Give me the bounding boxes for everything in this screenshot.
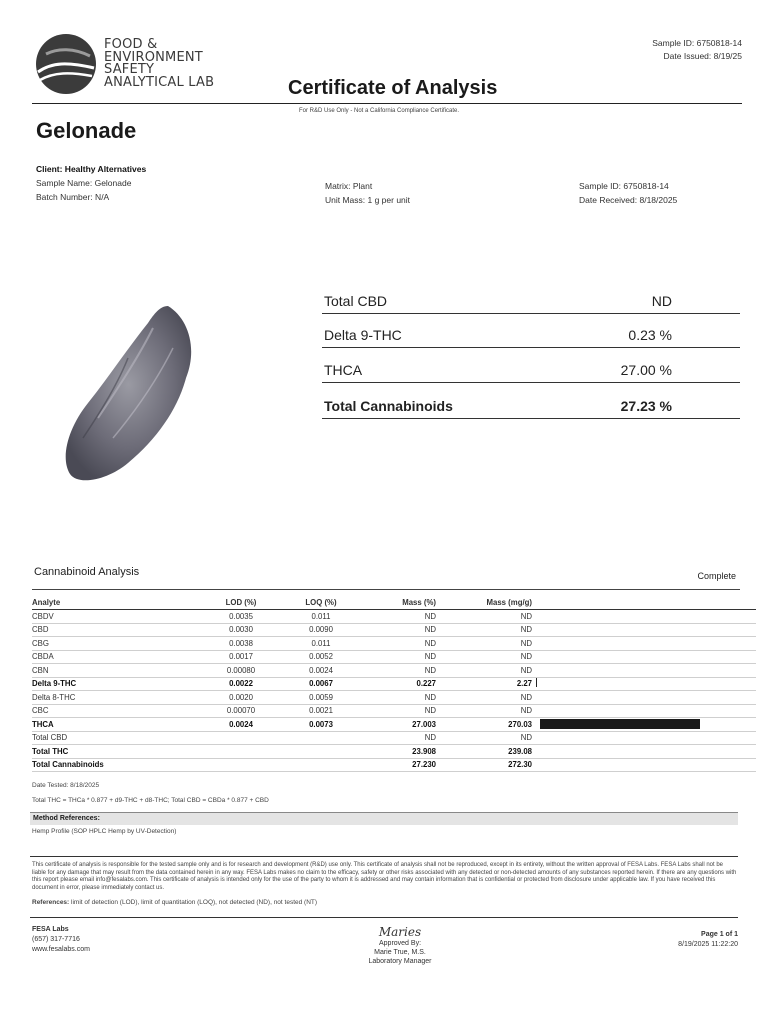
references-label: References: — [32, 899, 70, 906]
company-phone: (657) 317-7716 — [32, 936, 80, 943]
sample-info — [579, 179, 677, 207]
cannabis-flower-image — [58, 298, 204, 488]
table-row: CBDA 0.0017 0.0052 ND ND — [32, 650, 756, 664]
table-row: Delta 9-THC 0.0022 0.0067 0.227 2.27 — [32, 677, 756, 691]
client-info — [36, 162, 146, 204]
company-name: FESA Labs — [32, 926, 69, 933]
lab-logo-icon — [34, 32, 98, 96]
sample-id: Sample ID: 6750818-14 — [579, 181, 669, 191]
method-title: Method References: — [33, 815, 100, 822]
approver-title: Laboratory Manager — [368, 958, 432, 965]
approval-block — [350, 926, 450, 966]
footer-rule — [30, 917, 738, 918]
header-mass-mg: Mass (mg/g) — [444, 596, 540, 610]
approver-name: Marie True, M.S. — [374, 949, 426, 956]
compliance-disclaimer: For R&D Use Only - Not a California Compliance Certificate. — [299, 108, 460, 114]
table-row: Total THC 23.908 239.08 — [32, 745, 756, 759]
lab-name: FOOD & ENVIRONMENT SAFETY ANALYTICAL LAB — [104, 37, 215, 90]
legal-disclaimer: This certificate of analysis is responsible for the tested sample only and is for research and development (R&D) use only. This certificate of analysis shall not be reproduced, except in its entirety, without the written approval of FESA Labs. FESA Labs shall not be liable for any damage that may result from the data contained herein in any way. FESA Labs makes no claim to the efficacy, safety or other risks associated with any detected or non-detected amounts of any substances reported herein. If there are any questions with this report please email info@fesalabs.com. This certificate of analysis is intended only for the use of the party to whom it is addressed and may contain information that is confidential or protected from disclosure under applicable law. If you have received this document in error, please immediately contact us. — [32, 862, 737, 891]
table-row: Total CBD ND ND — [32, 731, 756, 745]
summary-row-thca: THCA 27.00 % — [322, 356, 740, 383]
client-name: Client: Healthy Alternatives — [36, 164, 147, 174]
analysis-title: Cannabinoid Analysis — [34, 566, 140, 578]
product-image — [58, 298, 204, 488]
matrix-info — [325, 179, 410, 207]
references — [32, 899, 317, 906]
cannabinoid-table — [32, 596, 756, 772]
table-row: CBN 0.00080 0.0024 ND ND — [32, 664, 756, 678]
summary-row-total-cbd: Total CBD ND — [322, 287, 740, 314]
company-website: www.fesalabs.com — [32, 946, 90, 953]
header-lod: LOD (%) — [206, 596, 276, 610]
print-timestamp: 8/19/2025 11:22:20 — [678, 941, 738, 948]
header-date-issued: Date Issued: 8/19/25 — [663, 51, 742, 61]
table-row: CBG 0.0038 0.011 ND ND — [32, 637, 756, 651]
page-number: Page 1 of 1 — [701, 931, 738, 938]
matrix: Matrix: Plant — [325, 181, 373, 191]
table-row: THCA 0.0024 0.0073 27.003 270.03 — [32, 718, 756, 732]
signature: Maries — [378, 925, 422, 939]
header-analyte: Analyte — [32, 596, 206, 610]
summary-row-total-cannabinoids: Total Cannabinoids 27.23 % — [322, 392, 740, 419]
method-text: Hemp Profile (SOP HPLC Hemp by UV-Detection) — [32, 828, 177, 835]
lab-logo — [34, 32, 98, 96]
header-sample-id: Sample ID: 6750818-14 — [652, 38, 742, 48]
table-row: CBD 0.0030 0.0090 ND ND — [32, 623, 756, 637]
sample-name: Sample Name: Gelonade — [36, 178, 132, 188]
unit-mass: Unit Mass: 1 g per unit — [325, 195, 411, 205]
batch-number: Batch Number: N/A — [36, 192, 110, 202]
company-info — [32, 925, 90, 955]
table-row: CBDV 0.0035 0.011 ND ND — [32, 610, 756, 624]
product-name: Gelonade — [36, 118, 137, 143]
page-info — [678, 930, 738, 950]
header-meta — [652, 37, 742, 63]
table-row: CBC 0.00070 0.0021 ND ND — [32, 704, 756, 718]
result-bar-marker — [536, 678, 537, 687]
disclaimer-rule — [30, 856, 738, 857]
header-loq: LOQ (%) — [276, 596, 366, 610]
header-mass-pct: Mass (%) — [366, 596, 444, 610]
table-header — [32, 596, 756, 610]
summary-row-delta9-thc: Delta 9-THC 0.23 % — [322, 321, 740, 348]
date-received: Date Received: 8/18/2025 — [579, 195, 678, 205]
approved-by-label: Approved By: — [378, 940, 422, 947]
result-bar-thca — [540, 719, 700, 729]
analysis-status: Complete — [697, 571, 736, 581]
date-tested: Date Tested: 8/18/2025 — [32, 782, 100, 789]
document-title: Certificate of Analysis — [288, 77, 498, 99]
total-formula: Total THC = THCa * 0.877 + d9-THC + d8-THC; Total CBD = CBDa * 0.877 + CBD — [32, 797, 269, 804]
analysis-rule — [32, 589, 740, 590]
table-row: Total Cannabinoids 27.230 272.30 — [32, 758, 756, 772]
title-rule — [32, 103, 742, 104]
method-header — [30, 812, 738, 825]
table-row: Delta 8-THC 0.0020 0.0059 ND ND — [32, 691, 756, 705]
references-text: limit of detection (LOD), limit of quantitation (LOQ), not detected (ND), not tested (NT) — [71, 899, 318, 906]
